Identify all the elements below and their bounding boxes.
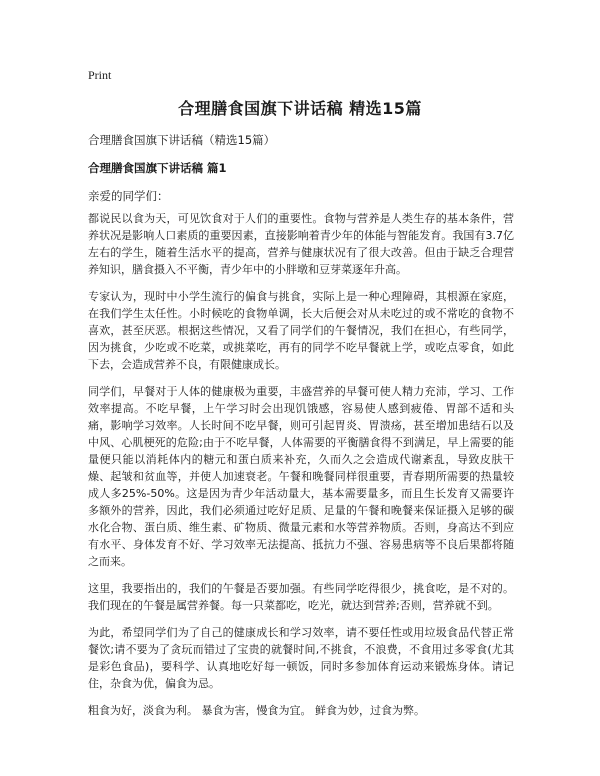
paragraph-4: 这里，我要指出的，我们的午餐是否要加强。有些同学吃得很少，挑食吃，是不对的。我们现在的午餐是属营养餐。每一只菜都吃，吃光，就达到营养;否则，营养就不到。 (88, 582, 514, 612)
paragraph-5: 为此，希望同学们为了自己的健康成长和学习效率，请不要任性或用垃圾食品代替正常餐饮;请不要为了贪玩而错过了宝贵的就餐时间,不挑食，不浪费，不食用过多零食(尤其是彩色食品)，要科学、认真地吃好每一顿饭，同时多参加体育运动来锻炼身体。请记住，杂食为优，偏食为忌。 (88, 626, 514, 690)
body-text (88, 210, 514, 729)
section-heading: 合理膳食国旗下讲话稿 篇1 (88, 161, 227, 175)
print-link[interactable]: Print (88, 68, 112, 82)
paragraph-6: 粗食为好，淡食为利。 暴食为害，慢食为宜。 鲜食为妙，过食为弊。 (88, 704, 425, 717)
paragraph-1: 都说民以食为天，可见饮食对于人们的重要性。食物与营养是人类生存的基本条件，营养状况是影响人口素质的重要因素，直接影响着青少年的体能与智能发育。我国有3.7亿左右的学生，随着生活水平的提高，营养与健康状况有了很大改善。但由于缺乏合理营养知识，膳食摄入不平衡，青少年中的小胖墩和豆芽菜逐年升高。 (88, 212, 514, 276)
paragraph-2: 专家认为，现时中小学生流行的偏食与挑食，实际上是一种心理障碍，其根源在家庭，在我们学生太任性。小时候吃的食物单调，长大后便会对从未吃过的或不常吃的食物不喜欢，甚至厌恶。根据这些情况，又看了同学们的午餐情况，我们在担心，有些同学，因为挑食，少吃或不吃菜，或挑菜吃，再有的同学不吃早餐就上学，或吃点零食，如此下去，会造成营养不良，有限健康成长。 (88, 290, 514, 371)
greeting-line: 亲爱的同学们： (88, 189, 169, 203)
document-subtitle: 合理膳食国旗下讲话稿（精选15篇） (88, 133, 276, 147)
paragraph-3: 同学们，早餐对于人体的健康极为重要，丰盛营养的早餐可使人精力充沛，学习、工作效率提高。不吃早餐，上午学习时会出现饥饿感，容易使人感到疲倦、胃部不适和头痛，影响学习效率。人长时间不吃早餐，则可引起胃炎、胃溃疡，甚至增加患结石以及中风、心肌梗死的危险;由于不吃早餐，人体需要的平衡膳食得不到满足，早上需要的能量便只能以消耗体内的糖元和蛋白质来补充，久而久之会造成代谢紊乱，导致皮肤干燥、起皱和贫血等，并使人加速衰老。午餐和晚餐同样很重要，青春期所需要的热量较成人多25%-50%。这是因为青少年活动量大，基本需要量多，而且生长发育又需要许多额外的营养，因此，我们必须通过吃好足质、足量的午餐和晚餐来保证摄入足够的碳水化合物、蛋白质、维生素、矿物质、微量元素和水等营养物质。否则，身高达不到应有水平、身体发育不好、学习效率无法提高、抵抗力不强、容易患病等不良后果都将随之而来。 (88, 385, 514, 568)
page-title: 合理膳食国旗下讲话稿 精选15篇 (178, 99, 422, 118)
